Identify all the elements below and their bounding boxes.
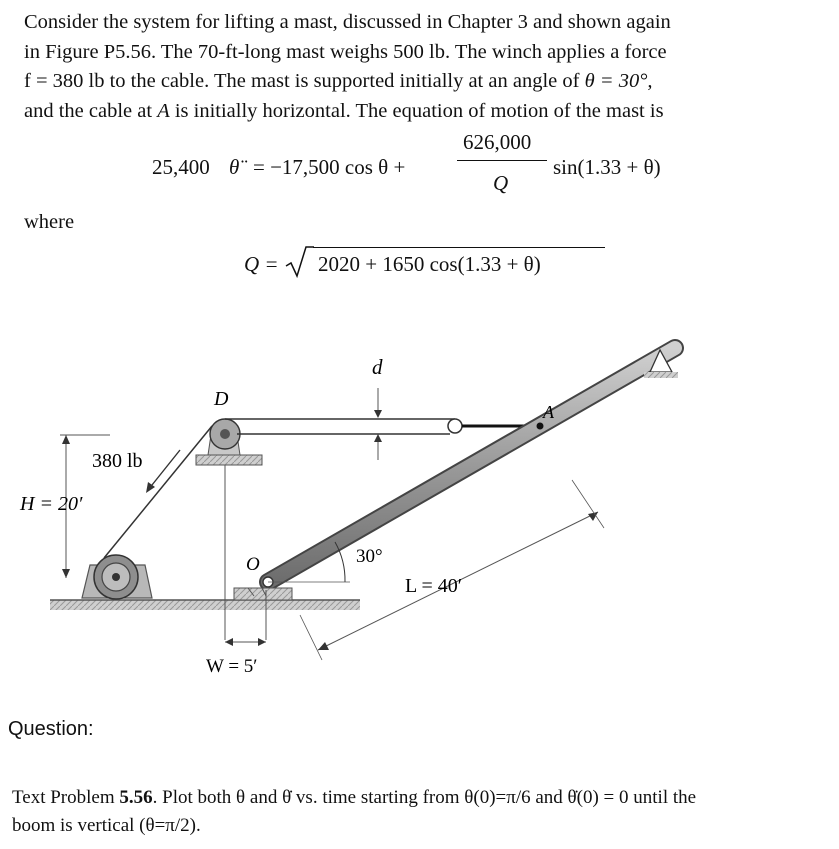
eq1-numerator: 626,000 [463, 130, 532, 154]
intro-line-3-text: f = 380 lb to the cable. The mast is supported initially at an angle of [24, 70, 580, 92]
question-heading: Question: [8, 718, 94, 740]
eq1-middle: = −17,500 cos θ + [253, 155, 406, 179]
ground [50, 600, 360, 610]
sqrt-sign [284, 244, 314, 280]
label-height: H = 20′ [20, 493, 83, 515]
eq2-lhs: Q = [244, 252, 279, 276]
point-a-ref: A [157, 99, 170, 122]
intro-line-3 [24, 67, 820, 97]
mast-figure [0, 330, 839, 710]
eq1-theta-ddot: θ̈ [229, 155, 240, 179]
sqrt-overbar [313, 247, 605, 248]
where-label: where [24, 211, 75, 233]
label-force: 380 lb [92, 450, 143, 472]
eq1-denominator: Q [493, 171, 509, 195]
label-width: W = 5′ [206, 656, 258, 677]
intro-line-4-text-b: is initially horizontal. The equation of motion of the mast is [174, 99, 664, 122]
question-line-2: boom is vertical (θ=π/2). [12, 815, 201, 836]
label-d-upper: D [214, 388, 229, 410]
intro-line-2: in Figure P5.56. The 70-ft-long mast weighs 500 lb. The winch applies a force [24, 40, 667, 63]
winch [82, 555, 152, 599]
question-main: . Plot both θ and θ̇ vs. time starting from θ(0)=π/6 and θ̇(0) = 0 until the [152, 787, 697, 808]
label-length: L = 40′ [405, 575, 463, 597]
label-o: O [246, 554, 260, 575]
question-prefix: Text Problem [12, 787, 115, 808]
label-angle: 30° [356, 546, 383, 567]
eq1-lhs-coefficient: 25,400 [152, 155, 210, 179]
question-text [12, 784, 832, 840]
eq1-fraction-bar [457, 160, 547, 161]
initial-angle: θ = 30°, [584, 70, 653, 92]
label-a: A [543, 402, 554, 422]
pin-support-o [234, 588, 292, 600]
question-problem-number: 5.56 [119, 787, 153, 808]
intro-line-1: Consider the system for lifting a mast, discussed in Chapter 3 and shown again [24, 11, 671, 33]
intro-line-4-text-a: and the cable at [24, 99, 153, 122]
problem-statement [24, 8, 820, 126]
eq1-rhs: sin(1.33 + θ) [553, 155, 661, 179]
label-d-lower: d [372, 355, 383, 379]
intro-line-4 [24, 97, 820, 127]
mast [263, 348, 675, 587]
pulley-d [196, 419, 262, 465]
cable-winch-to-pulley [104, 426, 212, 558]
eq2-radicand: 2020 + 1650 cos(1.33 + θ) [318, 252, 541, 276]
